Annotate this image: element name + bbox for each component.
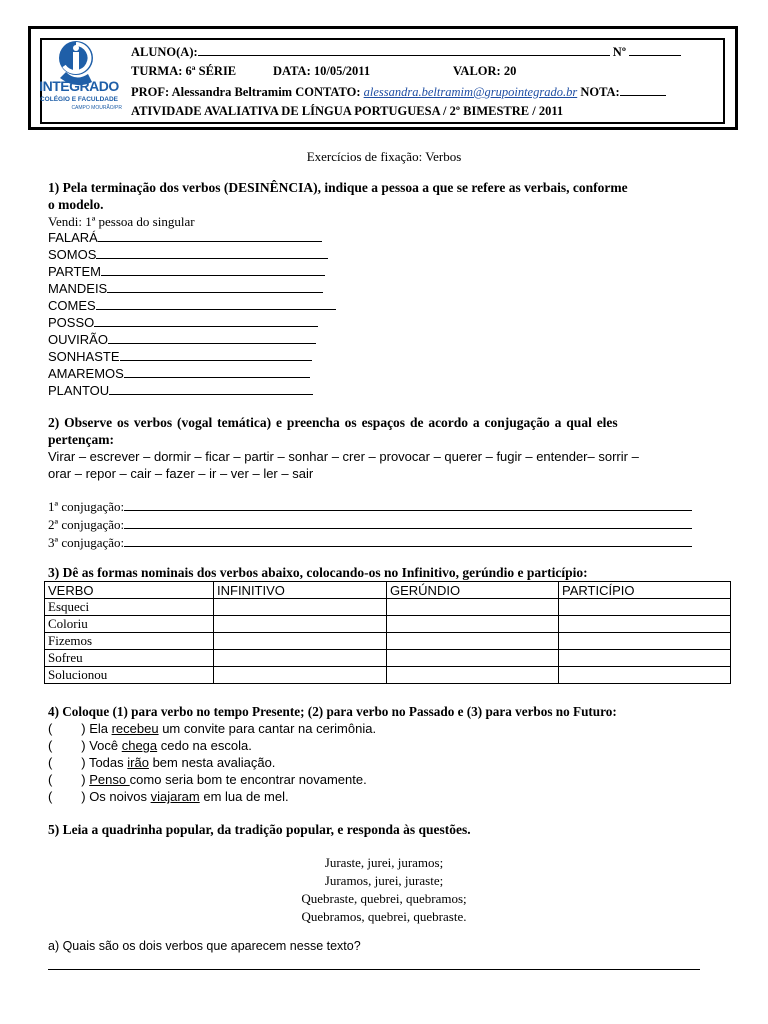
q4-item: ( ) Penso como seria bom te encontrar novamente. — [48, 772, 367, 787]
q2-prompt-line1: 2) Observe os verbos (vogal temática) e preencha os espaços de acordo a conjugação a qual eles — [48, 415, 618, 430]
q5-answer-line[interactable] — [48, 969, 700, 970]
q1-item: SONHASTE — [48, 348, 336, 365]
q1-item: AMAREMOS — [48, 365, 336, 382]
q2-verb-list — [48, 448, 639, 482]
answer-blank[interactable] — [96, 246, 328, 259]
verb-cell: Fizemos — [45, 633, 214, 650]
student-label: ALUNO(A): — [131, 45, 198, 59]
q1-item: FALARÁ — [48, 229, 336, 246]
number-label: Nº — [612, 45, 626, 59]
q1-prompt-line2: o modelo. — [48, 197, 104, 212]
q1-example: Vendi: 1ª pessoa do singular — [48, 214, 195, 229]
answer-cell[interactable] — [214, 633, 387, 650]
q1-prompt-line1: 1) Pela terminação dos verbos (DESINÊNCIA), indique a pessoa a que se refere as verbais, conforme — [48, 180, 628, 195]
verb-cell: Esqueci — [45, 599, 214, 616]
answer-cell[interactable] — [559, 616, 731, 633]
answer-cell[interactable] — [387, 633, 559, 650]
q4-prompt: 4) Coloque (1) para verbo no tempo Presente; (2) para verbo no Passado e (3) para verbos no Futuro: — [48, 704, 617, 719]
student-name-field[interactable] — [198, 44, 610, 56]
underlined-verb: Penso — [89, 772, 130, 787]
answer-cell[interactable] — [387, 616, 559, 633]
school-logo — [36, 38, 122, 124]
conjugation-blank[interactable] — [124, 534, 692, 547]
answer-cell[interactable] — [214, 599, 387, 616]
q4-item: ( ) Ela recebeu um convite para cantar na cerimônia. — [48, 721, 377, 736]
q1-item: OUVIRÃO — [48, 331, 336, 348]
answer-blank[interactable] — [120, 348, 312, 361]
q5-question-a: a) Quais são os dois verbos que aparecem nesse texto? — [48, 939, 361, 953]
grade-field[interactable] — [620, 84, 666, 96]
poem-line: Quebramos, quebrei, quebraste. — [301, 909, 467, 924]
answer-cell[interactable] — [214, 650, 387, 667]
answer-blank[interactable] — [94, 314, 318, 327]
table-row — [45, 650, 731, 667]
q5-prompt: 5) Leia a quadrinha popular, da tradição popular, e responda às questões. — [48, 822, 471, 837]
verb-cell: Coloriu — [45, 616, 214, 633]
answer-blank[interactable] — [108, 331, 316, 344]
logo-city-text: CAMPO MOURÃO/PR — [71, 105, 122, 111]
teacher-line — [131, 84, 666, 100]
underlined-verb: recebeu — [111, 721, 159, 736]
conjugation-row: 3ª conjugação: — [48, 534, 692, 552]
verb-forms-table — [44, 581, 731, 684]
table-row — [45, 599, 731, 616]
q1-verb-list — [48, 229, 336, 399]
answer-cell[interactable] — [559, 633, 731, 650]
underlined-verb: chega — [121, 738, 158, 753]
poem-line: Juraste, jurei, juramos; — [324, 855, 444, 870]
q4-item: ( ) Os noivos viajaram em lua de mel. — [48, 789, 289, 804]
q1-prompt — [48, 179, 728, 213]
answer-blank[interactable] — [101, 263, 325, 276]
answer-blank[interactable] — [124, 365, 310, 378]
q2-conjugation-list — [48, 498, 692, 552]
answer-cell[interactable] — [214, 616, 387, 633]
underlined-verb: viajaram — [150, 789, 200, 804]
conjugation-blank[interactable] — [124, 516, 692, 529]
q3-prompt: 3) Dê as formas nominais dos verbos abaixo, colocando-os no Infinitivo, gerúndio e particípio: — [48, 565, 588, 580]
q1-item: MANDEIS — [48, 280, 336, 297]
header-cell: INFINITIVO — [214, 582, 387, 599]
activity-title: ATIVIDADE AVALIATIVA DE LÍNGUA PORTUGUESA / 2º BIMESTRE / 2011 — [131, 104, 564, 118]
underlined-verb: irão — [127, 755, 149, 770]
answer-cell[interactable] — [559, 599, 731, 616]
answer-cell[interactable] — [387, 599, 559, 616]
answer-cell[interactable] — [559, 650, 731, 667]
class-label: TURMA: 6ª SÉRIE — [131, 64, 237, 78]
q2-prompt-line2: pertençam: — [48, 432, 114, 447]
grade-label: NOTA: — [580, 85, 620, 99]
date-label: DATA: 10/05/2011 — [273, 64, 371, 78]
answer-cell[interactable] — [387, 667, 559, 684]
q4-answer-paren[interactable]: ( ) — [48, 721, 86, 736]
header-cell: PARTICÍPIO — [559, 582, 731, 599]
poem-line: Quebraste, quebrei, quebramos; — [301, 891, 467, 906]
q4-item: ( ) Você chega cedo na escola. — [48, 738, 252, 753]
table-row — [45, 667, 731, 684]
doc-title: Exercícios de fixação: Verbos — [306, 149, 462, 164]
answer-blank[interactable] — [98, 229, 322, 242]
q4-answer-paren[interactable]: ( ) — [48, 738, 86, 753]
conjugation-row: 1ª conjugação: — [48, 498, 692, 516]
q1-item: PARTEM — [48, 263, 336, 280]
verb-cell: Sofreu — [45, 650, 214, 667]
answer-blank[interactable] — [109, 382, 313, 395]
value-label: VALOR: 20 — [453, 64, 517, 78]
answer-blank[interactable] — [96, 297, 336, 310]
table-row — [45, 633, 731, 650]
q1-item: PLANTOU — [48, 382, 336, 399]
poem-line: Juramos, jurei, juraste; — [324, 873, 444, 888]
student-number-field[interactable] — [629, 44, 681, 56]
logo-tagline-text: COLÉGIO E FACULDADE — [39, 96, 118, 103]
header-cell: VERBO — [45, 582, 214, 599]
contact-email-link[interactable]: alessandra.beltramim@grupointegrado.br — [363, 85, 578, 99]
header-cell: GERÚNDIO — [387, 582, 559, 599]
conjugation-blank[interactable] — [124, 498, 692, 511]
student-line — [131, 44, 681, 60]
logo-brand-text: INTEGRADO — [39, 78, 119, 94]
poem — [0, 854, 768, 926]
q2-verbs-line1: Virar – escrever – dormir – ficar – partir – sonhar – crer – provocar – querer – fugir – entender– sorrir – — [48, 449, 639, 464]
q2-verbs-line2: orar – repor – cair – fazer – ir – ver – ler – sair — [48, 466, 314, 481]
answer-cell[interactable] — [387, 650, 559, 667]
q1-item: COMES — [48, 297, 336, 314]
q4-answer-paren[interactable]: ( ) — [48, 755, 86, 770]
q4-item: ( ) Todas irão bem nesta avaliação. — [48, 755, 276, 770]
verb-cell: Solucionou — [45, 667, 214, 684]
q1-item: POSSO — [48, 314, 336, 331]
answer-cell[interactable] — [214, 667, 387, 684]
teacher-label: PROF: Alessandra Beltramim CONTATO: — [131, 85, 361, 99]
table-header-row — [45, 582, 731, 599]
q2-prompt — [48, 414, 728, 448]
q4-answer-paren[interactable]: ( ) — [48, 789, 86, 804]
table-row — [45, 616, 731, 633]
q1-item: SOMOS — [48, 246, 336, 263]
conjugation-row: 2ª conjugação: — [48, 516, 692, 534]
answer-blank[interactable] — [107, 280, 323, 293]
answer-cell[interactable] — [559, 667, 731, 684]
q4-answer-paren[interactable]: ( ) — [48, 772, 86, 787]
q4-item-list — [48, 720, 376, 805]
